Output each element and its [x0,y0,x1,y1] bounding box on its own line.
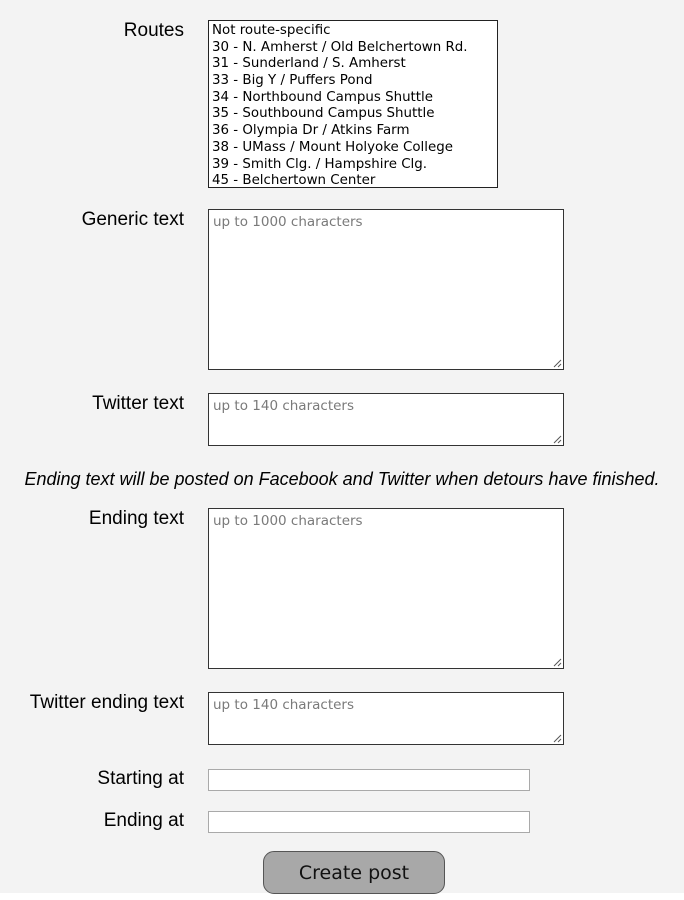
twitter-text-label: Twitter text [92,393,184,414]
resize-grip-icon[interactable] [552,358,562,368]
route-option[interactable]: Not route-specific [212,23,331,38]
route-option[interactable]: 33 - Big Y / Puffers Pond [212,73,373,89]
route-option[interactable]: 35 - Southbound Campus Shuttle [212,106,435,122]
ending-text-note: Ending text will be posted on Facebook and Twitter when detours have finished. [24,469,660,489]
twitter-ending-text-label: Twitter ending text [29,692,184,713]
twitter-ending-text-area[interactable] [208,692,564,745]
starting-at-input[interactable] [208,769,530,791]
resize-grip-icon[interactable] [552,434,562,444]
ending-text-placeholder: up to 1000 characters [213,513,363,529]
resize-grip-icon[interactable] [552,733,562,743]
route-option[interactable]: 30 - N. Amherst / Old Belchertown Rd. [212,39,468,55]
create-post-button[interactable]: Create post [263,851,445,894]
resize-grip-icon[interactable] [552,657,562,667]
route-option[interactable]: 36 - Olympia Dr / Atkins Farm [212,123,410,139]
route-option[interactable]: 34 - Northbound Campus Shuttle [212,89,434,105]
route-option[interactable]: 31 - Sunderland / S. Amherst [212,56,406,72]
twitter-ending-text-placeholder: up to 140 characters [213,697,354,713]
ending-text-area[interactable] [208,508,564,669]
route-option[interactable]: 38 - UMass / Mount Holyoke College [212,139,453,155]
routes-label: Routes [123,20,184,41]
route-option[interactable]: 39 - Smith Clg. / Hampshire Clg. [212,156,428,172]
ending-at-input[interactable] [208,811,530,833]
starting-at-label: Starting at [97,768,184,789]
twitter-text-area[interactable] [208,393,564,446]
ending-at-label: Ending at [103,810,184,831]
generic-text-placeholder: up to 1000 characters [213,214,363,230]
generic-text-area[interactable] [208,209,564,370]
twitter-text-placeholder: up to 140 characters [213,398,354,414]
generic-text-label: Generic text [81,209,184,230]
route-option[interactable]: 45 - Belchertown Center [212,173,376,188]
ending-text-label: Ending text [88,508,184,529]
routes-listbox[interactable] [208,20,498,188]
